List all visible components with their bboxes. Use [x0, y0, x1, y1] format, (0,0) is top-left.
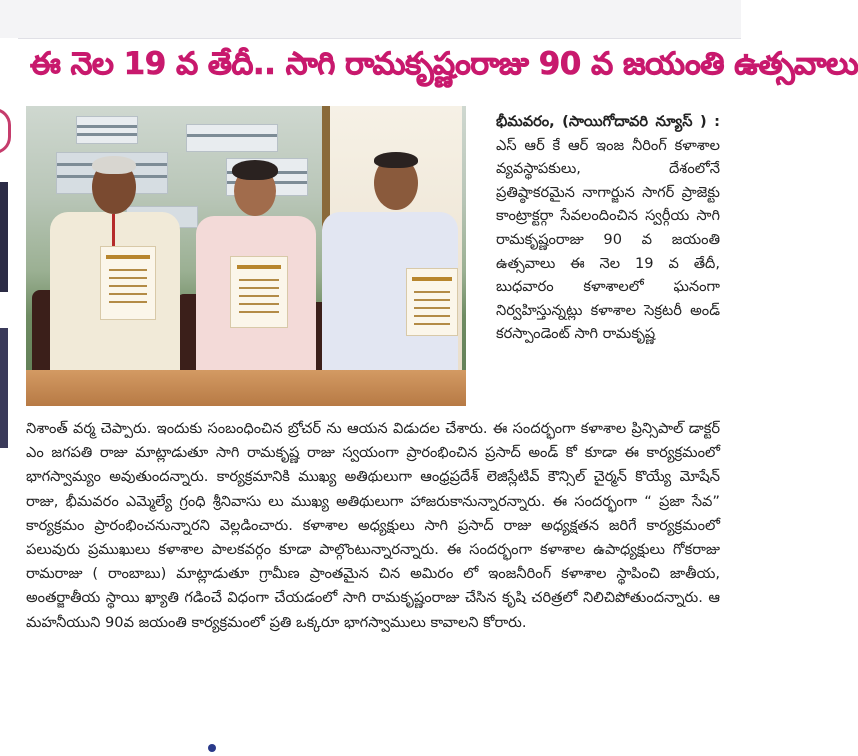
article-dateline: భీమవరం, (సాయిగోదావరి న్యూస్ ) : — [496, 113, 720, 130]
page-marker — [208, 744, 216, 752]
person-right — [322, 152, 462, 382]
person-left — [40, 150, 190, 390]
adjacent-column-edge — [0, 38, 18, 756]
building — [186, 124, 278, 152]
adjacent-photo-fragment — [0, 328, 8, 448]
article-body: నిశాంత్ వర్మ చెప్పారు. ఇందుకు సంబంధించిన బ్రోచర్ ను ఆయన విడుదల చేశారు. ఈ సందర్భంగా కళాశాల ప్రిన్సిపాల్ డాక్టర్ ఎం జగపతి రాజు మాట్లాడుతూ సాగి రామకృష్ణ రాజు స్వయంగా ప్రారంభించిన ప్రసాద్ అండ్ కో కూడా ఈ కార్యక్రమంలో భాగస్వామ్యం అవుతుందన్నారు. కార్యక్రమానికి ముఖ్య అతిథులుగా ఆంధ్రప్రదేశ్ లెజిస్లేటివ్ కౌన్సిల్ చైర్మన్ కొయ్యే మోషేన్ రాజు, భీమవరం ఎమ్మెల్యే గ్రంధి శ్రీనివాసు లు ముఖ్య అతిథులుగా హాజరుకానున్నారన్నారు. ఈ సందర్భంగా “ ప్రజా సేవ” కార్యక్రమం ప్రారంభించనున్నారని వెల్లడించారు. కళాశాల అధ్యక్షులు సాగి ప్రసాద్ రాజు అధ్యక్షతన జరిగే కార్యక్రమంలో పలువురు ప్రముఖులు కళాశాల పాలకవర్గం కూడా పాల్గొంటున్నారన్నారు. ఈ సందర్భంగా కళాశాల ఉపాధ్యక్షులు గోకరాజు రామరాజు ( రాంబాబు) మాట్లాడుతూ గ్రామీణ ప్రాంతమైన చిన అమిరం లో ఇంజనీరింగ్ కళాశాల స్థాపించి జాతీయ, అంతర్జాతీయ స్థాయి ఖ్యాతి గడించే విధంగా చేయడంలో సాగి రామకృష్ణంరాజు చేసిన కృషి చరిత్రలో నిలిచిపోతుందన్నారు. ఆ మహనీయుని 90వ జయంతి కార్యక్రమంలో ప్రతి ఒక్కరూ భాగస్వాములు కావాలని కోరారు. — [26, 420, 720, 631]
desk — [26, 370, 466, 406]
person-center — [196, 156, 316, 386]
article-intro — [496, 110, 720, 346]
article-intro-text: ఎస్ ఆర్ కే ఆర్ ఇంజ నీరింగ్ కళాశాల వ్యవస్థాపకులు, దేశంలోనే ప్రతిష్ఠాకరమైన నాగార్జున సాగర్ ప్రాజెక్టు కాంట్రాక్టర్గా సేవలందించిన స్వర్గీయ సాగి రామకృష్ణంరాజు 90 వ జయంతి ఉత్సవాలు ఈ నెల 19 వ తేదీ, బుధవారం కళాశాలలో ఘనంగా నిర్వహిస్తున్నట్లు కళాశాల సెక్రటరీ అండ్ కరస్పాండెంట్ సాగి రామకృష్ణ — [496, 136, 720, 343]
building — [76, 116, 138, 144]
adjacent-headline-fragment — [0, 108, 11, 154]
adjacent-photo-fragment — [0, 182, 8, 292]
article-headline: ఈ నెల 19 వ తేదీ.. సాగి రామకృష్ణంరాజు 90 వ జయంతి ఉత్సవాలు — [30, 46, 858, 82]
article-photo — [26, 106, 466, 406]
top-bar — [0, 0, 741, 39]
